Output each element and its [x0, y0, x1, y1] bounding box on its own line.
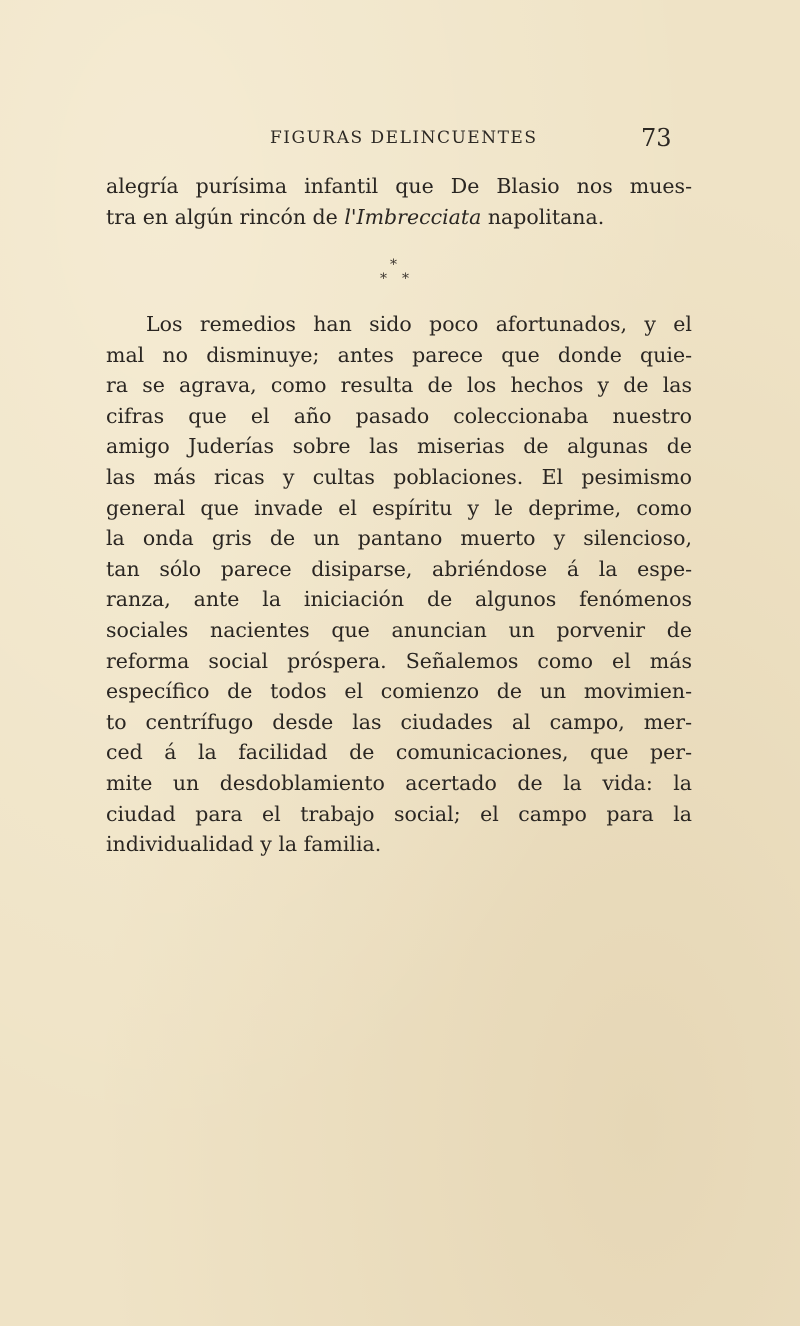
text-line: Los remedios han sido poco afortunados, y el — [146, 312, 692, 336]
text-line: to centrífugo desde las ciudades al campo, mer- — [106, 709, 692, 734]
text-span: tra en algún rincón de — [106, 204, 345, 229]
page-number: 73 — [641, 124, 672, 152]
text-line: alegría purísima infantil que De Blasio nos mues- — [106, 174, 692, 198]
text-line — [106, 202, 692, 233]
text-line: general que invade el espíritu y le deprime, como — [106, 495, 692, 520]
text-line: individualidad y la familia. — [106, 832, 382, 857]
text-line: ra se agrava, como resulta de los hechos y de las — [106, 373, 692, 398]
asterisk-icon: * — [402, 271, 409, 287]
asterisk-icon: * — [380, 271, 387, 287]
text-line: ciudad para el trabajo social; el campo para la — [106, 801, 692, 826]
text-line: la onda gris de un pantano muerto y silencioso, — [106, 526, 692, 551]
running-header — [0, 124, 800, 152]
text-line: reforma social próspera. Señalemos como el más — [106, 648, 692, 673]
text-line: ced á la facilidad de comunicaciones, que per- — [106, 740, 692, 765]
text-line: ranza, ante la iniciación de algunos fenómenos — [106, 587, 692, 612]
paragraph-continuation — [106, 171, 692, 232]
paragraph-body — [106, 309, 692, 860]
italic-title: l'Imbrecciata — [344, 204, 482, 229]
asterisk-icon: * — [390, 257, 397, 273]
text-line: mite un desdoblamiento acertado de la vida: la — [106, 770, 692, 795]
text-line: las más ricas y cultas poblaciones. El pesimismo — [106, 464, 692, 489]
text-line: amigo Juderías sobre las miserias de algunas de — [106, 434, 692, 459]
text-line: mal no disminuye; antes parece que donde quie- — [106, 342, 692, 367]
text-line: cifras que el año pasado coleccionaba nuestro — [106, 403, 692, 428]
running-title: FIGURAS DELINCUENTES — [270, 128, 538, 148]
text-line: sociales nacientes que anuncian un porvenir de — [106, 617, 692, 642]
text-line: específico de todos el comienzo de un movimien- — [106, 679, 692, 704]
asterism-separator — [372, 258, 432, 290]
text-span: napolitana. — [481, 204, 605, 229]
text-line: tan sólo parece disiparse, abriéndose á la espe- — [106, 556, 692, 581]
